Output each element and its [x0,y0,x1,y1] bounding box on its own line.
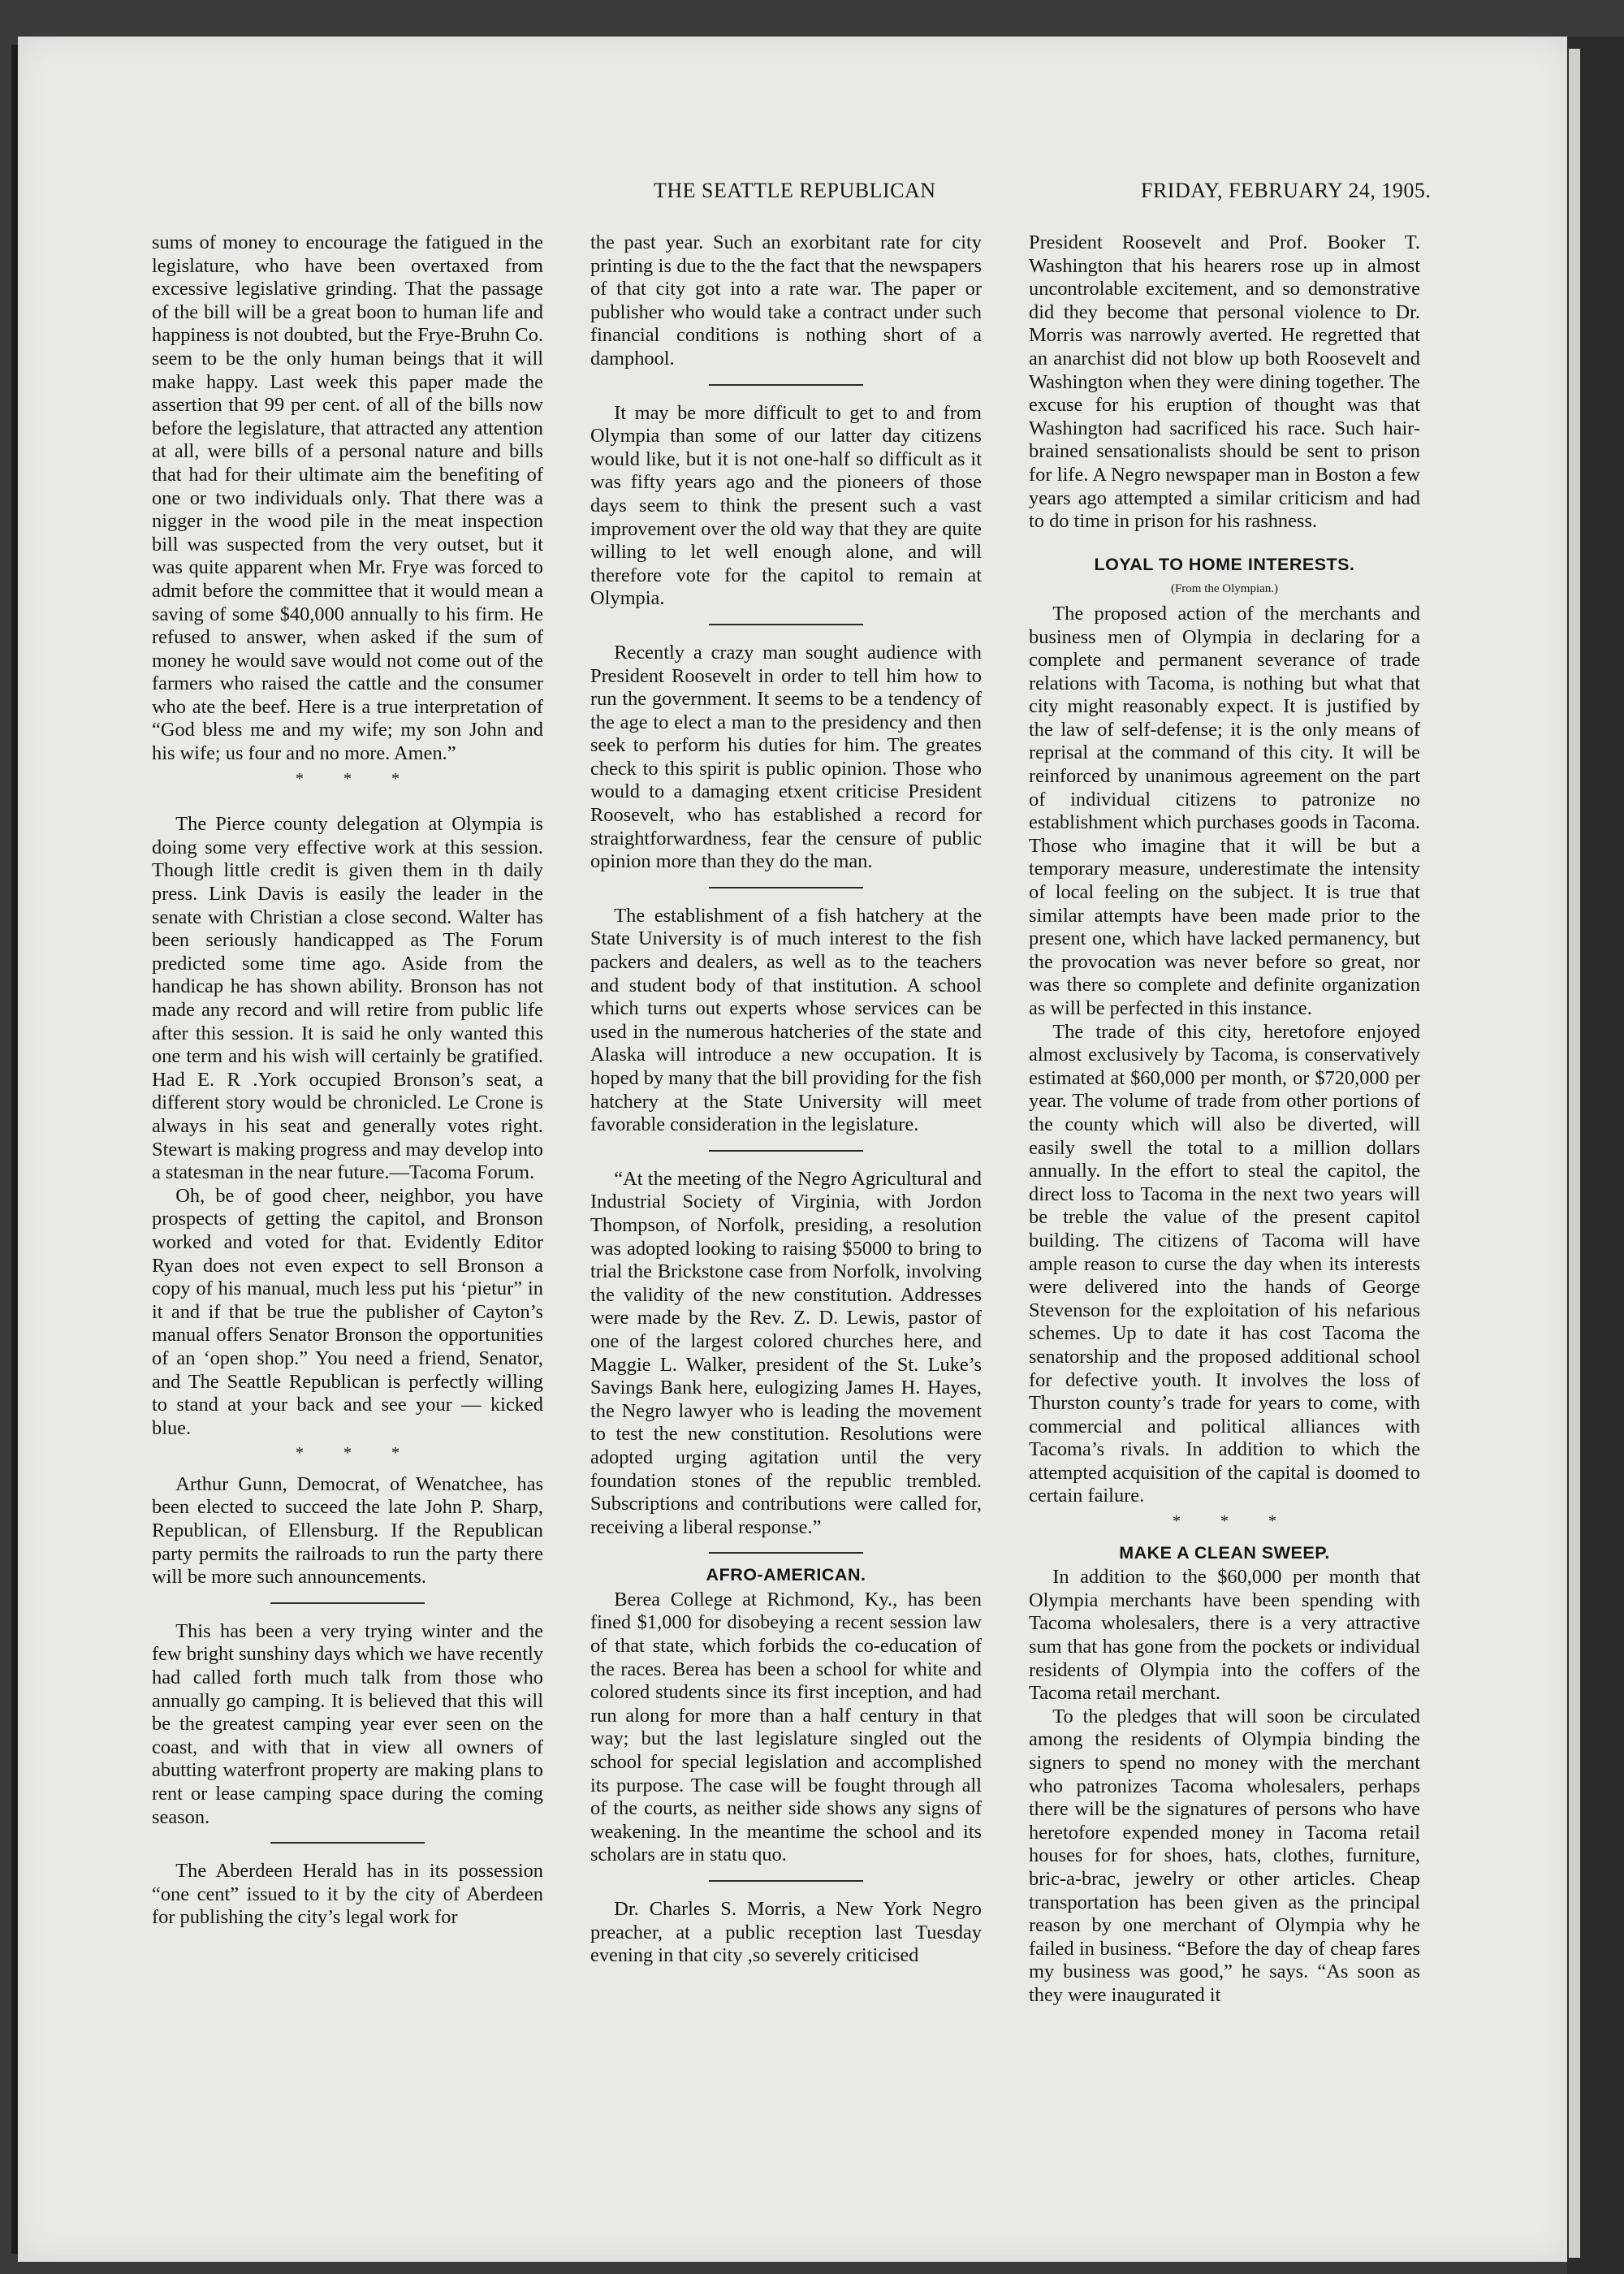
article-paragraph: “At the meeting of the Negro Agricultural and Industrial Society of Virginia, with Jordon Thompson, of Norfolk, presiding, a resolution was adopted looking to raising $5000 to bring to trial the Brickstone case from Norfolk, involving the validity of the new constitution. Addresses were made by the Rev. Z. D. Lewis, pastor of one of the largest colored churches here, and Maggie L. Walker, president of the St. Luke’s Savings Bank here, eulogizing James H. Hayes, the Negro lawyer who is leading the movement to test the new constitution. Resolutions were adopted urging agitation until the very foundation stones of the republic trembled. Subscriptions and contributions were called for, receiving a liberal response.” [590,1167,982,1538]
page-left-edge [11,45,18,2254]
article-paragraph: It may be more difficult to get to and from Olympia than some of our latter day citizens would like, but it is not one-half so difficult as it was fifty years ago and the pioneers of those days seem to think the present such a vast improvement over the old way that they are quite willing to let well enough alone, and will therefore vote for the capitol to remain at Olympia. [590,401,982,610]
article-paragraph: sums of money to encourage the fatigued in the legislature, who have been overtaxed from excessive legislative grinding. That the passage of the bill will be a great boon to human life and happiness is not doubted, but the Frye-Bruhn Co. seem to be the only human beings that it will make happy. Last week this paper made the assertion that 99 per cent. of all of the bills now before the legislature, that attracted any attention at all, were bills of a personal nature and bills that had for their ultimate aim the benefiting of one or two individuals only. That there was a nigger in the wood pile in the meat inspection bill was suspected from the very outset, but it was quite apparent when Mr. Frye was forced to admit before the committee that it would mean a saving of some $40,000 annually to his firm. He refused to answer, when asked if the sum of money he would save would not come out of the farmers who raised the cattle and the consumer who ate the beef. Here is a true interpretation of “God bless me and my wife; my son John and his wife; us four and no more. Amen.” [152,231,543,765]
article-paragraph: Recently a crazy man sought audience with President Roosevelt in order to tell him how to run the government. It seems to be a tendency of the age to elect a man to the presidency and then seek to perform his duties for him. The greates check to this spirit is public opinion. Those who would to a damaging etxent criticise President Roosevelt, who has established a record for straightforwardness, fear the censure of public opinion more than they do the man. [590,641,982,873]
article-paragraph: Oh, be of good cheer, neighbor, you have prospects of getting the capitol, and Bronson worked and voted for that. Evidently Editor Ryan does not even expect to sell Bronson a copy of his manual, much less put his ‘pietur” in it and if that be true the publisher of Cayton’s manual offers Senator Bronson the opportunities of an ‘open shop.” You need a friend, Senator, and The Seattle Republican is perfectly willing to stand at your back and see your — kicked blue. [152,1184,543,1439]
page-header [0,179,1624,211]
newspaper-title: THE SEATTLE REPUBLICAN [654,179,936,202]
section-stars: * * * [296,769,417,788]
column-3 [1029,231,1420,2008]
section-rule [709,1150,863,1152]
article-paragraph: This has been a very trying winter and the few bright sunshiny days which we have recently had called forth much talk from those who annually go camping. It is believed that this will be the greatest camping year ever seen on the coast, and with that in view all owners of abutting waterfront property are making plans to rent or lease camping space during the coming season. [152,1619,543,1828]
issue-date: FRIDAY, FEBRUARY 24, 1905. [1141,179,1432,202]
section-rule [709,384,863,386]
section-rule [270,1602,425,1604]
column-2 [590,231,982,1968]
section-rule [709,887,863,888]
article-paragraph: President Roosevelt and Prof. Booker T. Washington that his hearers rose up in almost uncontrolable excitement, and so demonstrative did they become that personal violence to Dr. Morris was narrowly averted. He regretted that an anarchist did not blow up both Roosevelt and Washington when they were dining together. The excuse for his eruption of thought was that Washington had sacrificed his race. Such hair-brained sensationalists should be sent to prison for life. A Negro newspaper man in Boston a few years ago attempted a similar criticism and had to do time in prison for his rashness. [1029,231,1420,533]
section-stars: * * * [296,1444,417,1463]
article-paragraph: the past year. Such an exorbitant rate for city printing is due to the the fact that the newspapers of that city got into a rate war. The paper or publisher who would take a contract under such financial conditions is nothing short of a damphool. [590,231,982,370]
afro-american-heading: AFRO-AMERICAN. [706,1565,866,1585]
article-paragraph: The proposed action of the merchants and business men of Olympia in declaring for a complete and permanent severance of trade relations with Tacoma, is nothing but what that city might reasonably expect. It is justified by the law of self-defense; it is the only means of reprisal at the command of this city. It will be reinforced by unanimous agreement on the part of individual citizens to patronize no establishment which purchases goods in Tacoma. Those who imagine that it will be but a temporary measure, underestimate the intensity of local feeling on the subject. It is true that similar attempts have been made prior to the present one, which have lacked permanency, but the provocation was never before so great, nor was there so complete and definite organization as will be perfected in this instance. [1029,602,1420,1019]
source-credit: (From the Olympian.) [1170,582,1279,596]
next-page-edge [1569,49,1580,2258]
section-rule [709,624,863,625]
article-paragraph: The trade of this city, heretofore enjoyed almost exclusively by Tacoma, is conservatively estimated at $60,000 per month, or $720,000 per year. The volume of trade from other portions of the county which will also be diverted, will easily swell the total to a million dollars annually. In the effort to steal the capitol, the direct loss to Tacoma in the next two years will be treble the value of the present capitol building. The citizens of Tacoma will have ample reason to curse the day when its interests were delivered into the hands of George Stevenson for the exploitation of his nefarious schemes. Up to date it has cost Tacoma the senatorship and the proposed additional school for defective youth. It involves the loss of Thurston county’s trade for years to come, with commercial and political alliances with Tacoma’s rivals. In addition to which the attempted acquisition of the capital is doomed to certain failure. [1029,1020,1420,1507]
article-paragraph: To the pledges that will soon be circulated among the residents of Olympia binding the signers to spend no money with the merchant who patronizes Tacoma wholesalers, perhaps there will be the signatures of persons who have heretofore expended money in Tacoma retail houses for for shoes, hats, clothes, furniture, bric-a-brac, jewelry or other articles. Cheap transportation has been given as the principal reason by one merchant of Olympia why he failed in business. “Before the day of cheap fares my business was good,” he says. “As soon as they were inaugurated it [1029,1705,1420,2006]
article-paragraph: Arthur Gunn, Democrat, of Wenatchee, has been elected to succeed the late John P. Sharp, Republican, of Ellensburg. If the Republican party permits the railroads to run the party there will be more such announcements. [152,1472,543,1589]
make-a-clean-sweep-heading: MAKE A CLEAN SWEEP. [1119,1542,1330,1563]
article-paragraph: Dr. Charles S. Morris, a New York Negro preacher, at a public reception last Tuesday evening in that city ,so severely criticised [590,1898,982,1967]
section-rule [270,1842,425,1844]
loyal-to-home-interests-heading: LOYAL TO HOME INTERESTS. [1094,554,1355,574]
article-paragraph: The Aberdeen Herald has in its possession “one cent” issued to it by the city of Aberdeen for publishing the city’s legal work for [152,1860,543,1929]
article-paragraph: The establishment of a fish hatchery at the State University is of much interest to the fish packers and dealers, as well as to the teachers and student body of that institution. A school which turns out experts whose services can be used in the numerous hatcheries of the state and Alaska will introduce a new occupation. It is hoped by many that the bill providing for the fish hatchery at the State University will meet favorable consideration in the legislature. [590,904,982,1136]
section-stars: * * * [1173,1512,1294,1531]
section-rule [709,1880,863,1882]
article-paragraph: Berea College at Richmond, Ky., has been fined $1,000 for disobeying a recent session law of that state, which forbids the co-education of the races. Berea has been a school for white and colored students since its first inception, and had run along for more than a half century in that way; but the last legislature singled out the school for special legislation and accomplished its purpose. The case will be fought through all of the courts, as neither side shows any signs of weakening. In the meantime the school and its scholars are in statu quo. [590,1588,982,1866]
section-rule [709,1552,863,1554]
column-1 [152,231,543,1930]
article-paragraph: In addition to the $60,000 per month that Olympia merchants have been spending with Tacoma wholesalers, there is a very attractive sum that has gone from the pockets or individual residents of Olympia into the coffers of the Tacoma retail merchant. [1029,1566,1420,1705]
article-paragraph: The Pierce county delegation at Olympia is doing some very effective work at this session. Though little credit is given them in th daily press. Link Davis is easily the leader in the senate with Christian a close second. Walter has been seriously handicapped as The Forum predicted some time ago. Aside from the handicap he has shown ability. Bronson has not made any record and will retire from public life after this session. It is said he only wanted this one term and his wish will certainly be gratified. Had E. R .York occupied Bronson’s seat, a different story would be chronicled. Le Crone is always in his seat and generally votes right. Stewart is making progress and may develop into a statesman in the near future.—Tacoma Forum. [152,813,543,1184]
